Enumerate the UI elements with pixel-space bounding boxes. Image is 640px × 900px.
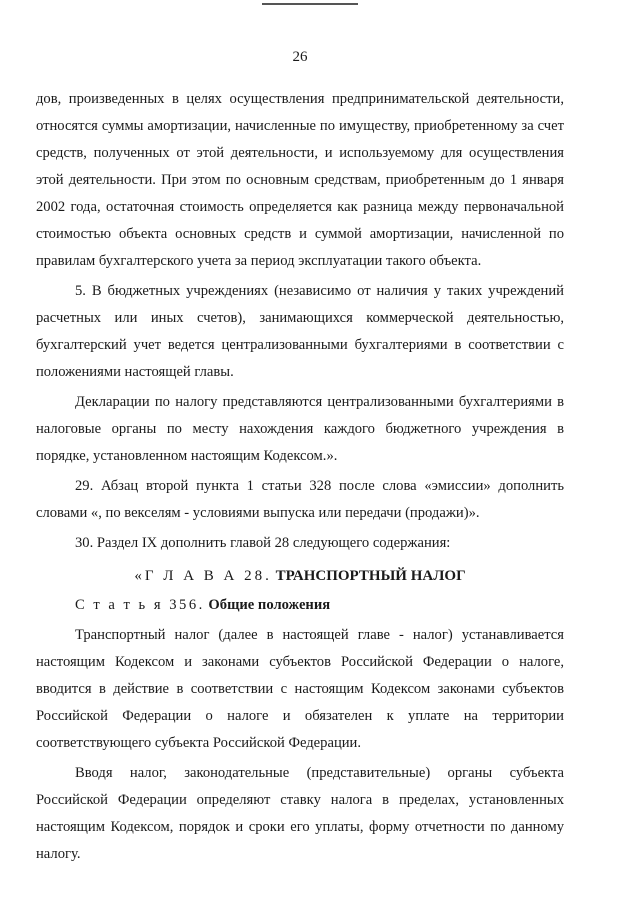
paragraph-article-2: Вводя налог, законодательные (представительные) органы субъекта Российской Федерации определяют ставку налога в пределах, установленных настоящим Кодексом, порядок и сроки его уплаты, форму отчетности по данному налогу. bbox=[36, 765, 564, 862]
paragraph-continuation: дов, произведенных в целях осуществления предпринимательской деятельности, относятся суммы амортизации, начисленные по имуществу, приобретенному за счет средств, полученных от этой деятельности, и используемому для осуществления этой деятельности. При этом по основным средствам, приобретенным до 1 января 2002 года, остаточная стоимость определяется как разница между первоначальной стоимостью объекта основных средств и суммой амортизации, начисленной по правилам бухгалтерского учета за период эксплуатации такого объекта. bbox=[36, 91, 564, 269]
article-heading bbox=[36, 592, 564, 619]
top-rule bbox=[262, 3, 358, 5]
chapter-title: ТРАНСПОРТНЫЙ НАЛОГ bbox=[275, 568, 466, 584]
document-body bbox=[36, 86, 564, 871]
page-number: 26 bbox=[292, 49, 308, 65]
paragraph-article-1: Транспортный налог (далее в настоящей главе - налог) устанавливается настоящим Кодексом и законами субъектов Российской Федерации о налоге, вводится в действие в соответствии с настоящим Кодексом законами субъектов Российской Федерации о налоге и обязателен к уплате на территории соответствующего субъекта Российской Федерации. bbox=[36, 627, 564, 751]
paragraph-item-5: 5. В бюджетных учреждениях (независимо от наличия у таких учреждений расчетных или иных счетов), занимающихся коммерческой деятельностью, бухгалтерский учет ведется централизованными бухгалтериями в соответствии с положениями настоящей главы. bbox=[36, 283, 564, 380]
chapter-heading bbox=[36, 563, 564, 590]
article-title: Общие положения bbox=[208, 597, 331, 613]
paragraph-declarations: Декларации по налогу представляются централизованными бухгалтериями в налоговые органы по месту нахождения каждого бюджетного учреждения в порядке, установленном настоящим Кодексом.». bbox=[36, 394, 564, 464]
paragraph-item-30: 30. Раздел IX дополнить главой 28 следующего содержания: bbox=[75, 535, 451, 551]
article-label: С т а т ь я 356. bbox=[75, 597, 205, 613]
chapter-prefix: «Г Л А В А 28. bbox=[134, 568, 272, 584]
paragraph-item-29: 29. Абзац второй пункта 1 статьи 328 после слова «эмиссии» дополнить словами «, по векселям - условиями выпуска или передачи (продажи)». bbox=[36, 478, 564, 521]
